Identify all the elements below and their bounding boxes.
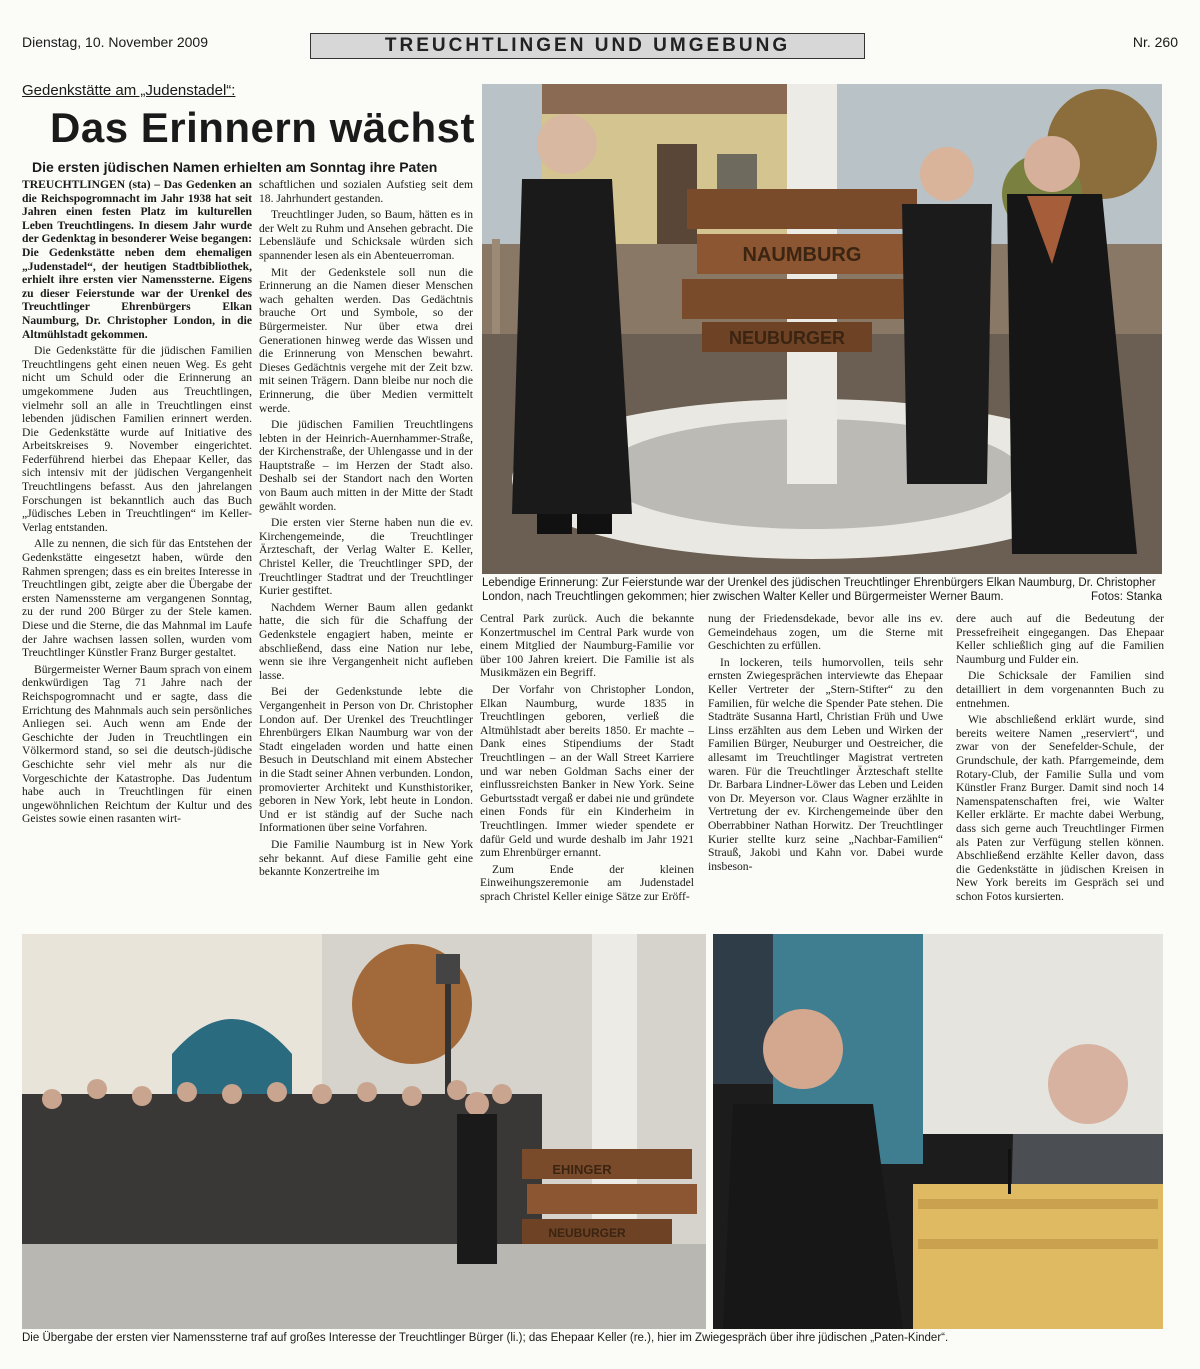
article-paragraph: Bei der Gedenkstunde lebte die Vergangenheit in Person von Dr. Christopher London auf. Der Urenkel des Treuchtlinger Ehrenbürgers Elkan Naumburg war von der Stadt eingeladen worden und hatte einen Besuch in Deutschland mit einem Abstecher in die Stadt seiner Ahnen verbunden. London, promovierter Architekt und Kunsthistoriker, geboren in New York, lebt heute in London. Und er ist ständig auf der Suche nach Informationen über seine Vorfahren. [259, 685, 473, 835]
issue-date: Dienstag, 10. November 2009 [22, 34, 208, 50]
star-label-neuburger: NEUBURGER [728, 328, 846, 348]
article-column-2 [259, 178, 473, 918]
article-subheadline: Die ersten jüdischen Namen erhielten am Sonntag ihre Paten [32, 159, 438, 175]
photo-credit: Fotos: Stanka [1091, 591, 1162, 603]
article-paragraph: Central Park zurück. Auch die bekannte Konzertmuschel im Central Park wurde von einem Mitglied der Naumburg-Familie vor über 100 Jahren kreiert. Die Familie ist als Musikmäzen ein Begriff. [480, 612, 694, 680]
photo-keller-couple [713, 934, 1163, 1329]
issue-number: Nr. 260 [1132, 34, 1178, 50]
article-paragraph: dere auch auf die Bedeutung der Pressefreiheit eingegangen. Das Ehepaar Keller schließlich ging auf die Familien Naumburg und Fulder ein. [956, 612, 1164, 666]
article-paragraph: Die Gedenkstätte für die jüdischen Familien Treuchtlingens geht einen neuen Weg. Es geht nicht um Schuld oder die Erinnerung an umgekommene Juden aus Treuchtlingen, vielmehr soll an alle in Treuchtlingen einst lebenden jüdischen Familien erinnert werden. Die Gedenkstätte wurde auf Initiative des Arbeitskreises 9. November eingerichtet. Federführend hierbei das Ehepaar Keller, das sich intensiv mit der jüdischen Vergangenheit Treuchtlingens befasst. Aus den jahrelangen Forschungen ist bekanntlich auch das Buch „Jüdisches Leben in Treuchtlingen“ im Keller-Verlag entstanden. [22, 344, 252, 534]
article-headline: Das Erinnern wächst [50, 104, 475, 151]
article-paragraph: Bürgermeister Werner Baum sprach von einem denkwürdigen Tag 71 Jahre nach der Reichspogromnacht und er sagte, dass die Errichtung des Mahnmals auch sein persönliches Anliegen sei. Auch wenn am Ende der Geschichte der Juden in Treuchtlingen ein Völkermord stand, so sei die deutsch-jüdische Geschichte sehr viel mehr als nur die Vorgeschichte der Katastrophe. Das Judentum habe auch in Treuchtlingen für einen ungewöhnlichen Reichtum der Kultur und des Geistes sowie einen rasanten wirt- [22, 662, 252, 826]
article-lead: TREUCHTLINGEN (sta) – Das Gedenken an die Reichspogromnacht im Jahr 1938 hat seit Jahren einen festen Platz im kulturellen Leben Treuchtlingens. In diesem Jahr wurde der Gedenktag in besonderer Weise begangen: Die Gedenkstätte neben dem ehemaligen „Judenstadel“, der heutigen Stadtbibliothek, erhielt ihre ersten vier Namenssterne. Eigens zu dieser Feierstunde war der Urenkel des Treuchtlinger Ehrenbürgers Elkan Naumburg, Dr. Christopher London, in die Altmühlstadt gekommen. [22, 178, 252, 341]
photo-stele-three-men [482, 84, 1162, 574]
photo-crowd-at-stele [22, 934, 706, 1329]
article-column-1 [22, 178, 252, 918]
article-paragraph: nung der Friedensdekade, bevor alle ins ev. Gemeindehaus zogen, um die Sterne mit Geschichten zu erfüllen. [708, 612, 943, 653]
article-paragraph: Die ersten vier Sterne haben nun die ev. Kirchengemeinde, die Treuchtlinger Ärzteschaft, der Verlag Walter E. Keller, Christel Keller, die Treuchtlinger SPD, der Treuchtlinger Stadtrat und der Treuchtlinger Kurier gestiftet. [259, 516, 473, 598]
article-column-3 [480, 612, 694, 922]
photo-caption-main [482, 576, 1162, 604]
article-paragraph: Der Vorfahr von Christopher London, Elkan Naumburg, wurde 1835 in Treuchtlingen geboren, verließ die Altmühlstadt aber bereits 1850. Er machte – Dank eines Stipendiums der Stadt Treuchtlingen – an der Wall Street Karriere und war neben Goldman Sachs einer der einflussreichsten Banker in New York. Seine Geburtsstadt vergaß er dabei nie und gründete einen Fonds für ein Kinderheim in Treuchtlingen. Immer wieder spendete er dafür Geld und wurde deshalb im Jahr 1921 zum Ehrenbürger ernannt. [480, 682, 694, 860]
article-paragraph: Die jüdischen Familien Treuchtlingens lebten in der Heinrich-Auernhammer-Straße, der Kirchenstraße, der Uhlengasse und in der Hauptstraße – im Herzen der Stadt also. Deshalb sei der Standort nach den Worten von Baum auch mitten in der Mitte der Stadt gewählt worden. [259, 418, 473, 513]
article-column-5 [956, 612, 1164, 922]
crowd-star-label-2: NEUBURGER [548, 1226, 626, 1240]
caption-text: Lebendige Erinnerung: Zur Feierstunde war der Urenkel des jüdischen Treuchtlinger Ehrenbürgers Elkan Naumburg, Dr. Christopher London, nach Treuchtlingen gekommen; hier zwischen Walter Keller und Bürgermeister Werner Baum. [482, 577, 1156, 603]
article-paragraph: Nachdem Werner Baum allen gedankt hatte, die sich für die Schaffung der Gedenkstele engagiert haben, meinte er abschließend, dass eine Nation nur lebe, wenn sie ihre Vergangenheit nicht aufleben lasse. [259, 600, 473, 682]
photo-caption-bottom: Die Übergabe der ersten vier Namenssterne traf auf großes Interesse der Treuchtlinger Bürger (li.); das Ehepaar Keller (re.), hier im Zwiegespräch über ihre jüdischen „Paten-Kinder“. [22, 1332, 949, 1344]
article-paragraph: Die Schicksale der Familien sind detailliert in dem vorgenannten Buch zu entnehmen. [956, 669, 1164, 710]
masthead [0, 0, 1200, 64]
article-paragraph: Treuchtlinger Juden, so Baum, hätten es in der Welt zu Ruhm und Ansehen gebracht. Die Lebensläufe und Schicksale würden sich spannender lesen als ein Abenteuerroman. [259, 208, 473, 262]
article-column-4 [708, 612, 943, 922]
article-paragraph: Alle zu nennen, die sich für das Entstehen der Gedenkstätte eingesetzt haben, würde den Rahmen sprengen; dass es ein breites Interesse in Treuchtlingen gibt, zeigte aber die Übergabe der ersten Namenssterne am vergangenen Sonntag, zu der rund 200 Bürger zu der Stele kamen. Diese und die Sterne, die das Mahnmal im Laufe der Jahre wachsen lassen sollen, wurden vom Treuchtlinger Künstler Franz Burger gestaltet. [22, 537, 252, 660]
article-paragraph: Mit der Gedenkstele soll nun die Erinnerung an die Namen dieser Menschen wach gehalten werden. Das Gedächtnis brauche Ort und Symbole, so der Bürgermeister. Nur über etwa drei Generationen hinweg werde das Wissen und die Erinnerung von Menschen bewahrt. Dieses Gedächtnis vergehe mit der Zeit bzw. mit seinen Trägern. Dann bleibe nur noch die Erinnerung, die über Medien vermittelt werde. [259, 265, 473, 415]
article-paragraph: schaftlichen und sozialen Aufstieg seit dem 18. Jahrhundert gestanden. [259, 178, 473, 205]
article-paragraph: Die Familie Naumburg ist in New York sehr bekannt. Auf diese Familie geht eine bekannte Konzertreihe im [259, 837, 473, 879]
section-banner: TREUCHTLINGEN UND UMGEBUNG [310, 33, 865, 59]
article-paragraph: Wie abschließend erklärt wurde, sind bereits weitere Namen „reserviert“, und zwar von der Senefelder-Schule, der Grundschule, der kath. Pfarrgemeinde, dem Rotary-Club, der Familie Sulla und vom Künstler Franz Burger. Damit sind noch 14 Namenspatenschaften frei, wie Walter Keller erklärte. Er machte dabei Werbung, dass sich gerne auch Treuchtlinger Firmen als Paten zur Verfügung stellen können. Abschließend erzählte Keller davon, dass die Gedenkstätte in jüdischen Kreisen in New York bereits im Gespräch sei und schon Fotos kursierten. [956, 713, 1164, 903]
article-paragraph: In lockeren, teils humorvollen, teils sehr ernsten Zwiegesprächen interviewte das Ehepaar Keller Vertreter der „Stern-Stifter“ zu den Familien, für welche die Spender Pate stehen. Die Stadträte Susanna Hartl, Christian Früh und Uwe Linss erzählten aus dem Leben und Wirken der Familien Bürger, Neuburger und Oestreicher, die allesamt im Treuchtlinger Magistrat vertreten waren. Für die Treuchtlinger Ärzteschaft stellte Dr. Barbara Lindner-Löwer das Leben und Leiden von Dr. Meyerson vor. Claus Wagner erzählte in Vertretung der ev. Kirchengemeinde über den Oberrabbiner Nathan Horwitz. Der Treuchtlinger Kurier stellte kurz seine „Nachbar-Familien“ Strauß, Jakobi und Kahn vor. Dabei wurde insbeson- [708, 655, 943, 873]
article-paragraph: Zum Ende der kleinen Einweihungszeremonie am Judenstadel sprach Christel Keller einige Sätze zur Eröff- [480, 862, 694, 903]
star-label-naumburg: NAUMBURG [742, 244, 862, 266]
article-topic: Gedenkstätte am „Judenstadel“: [22, 82, 236, 99]
crowd-star-label-1: EHINGER [552, 1162, 612, 1177]
